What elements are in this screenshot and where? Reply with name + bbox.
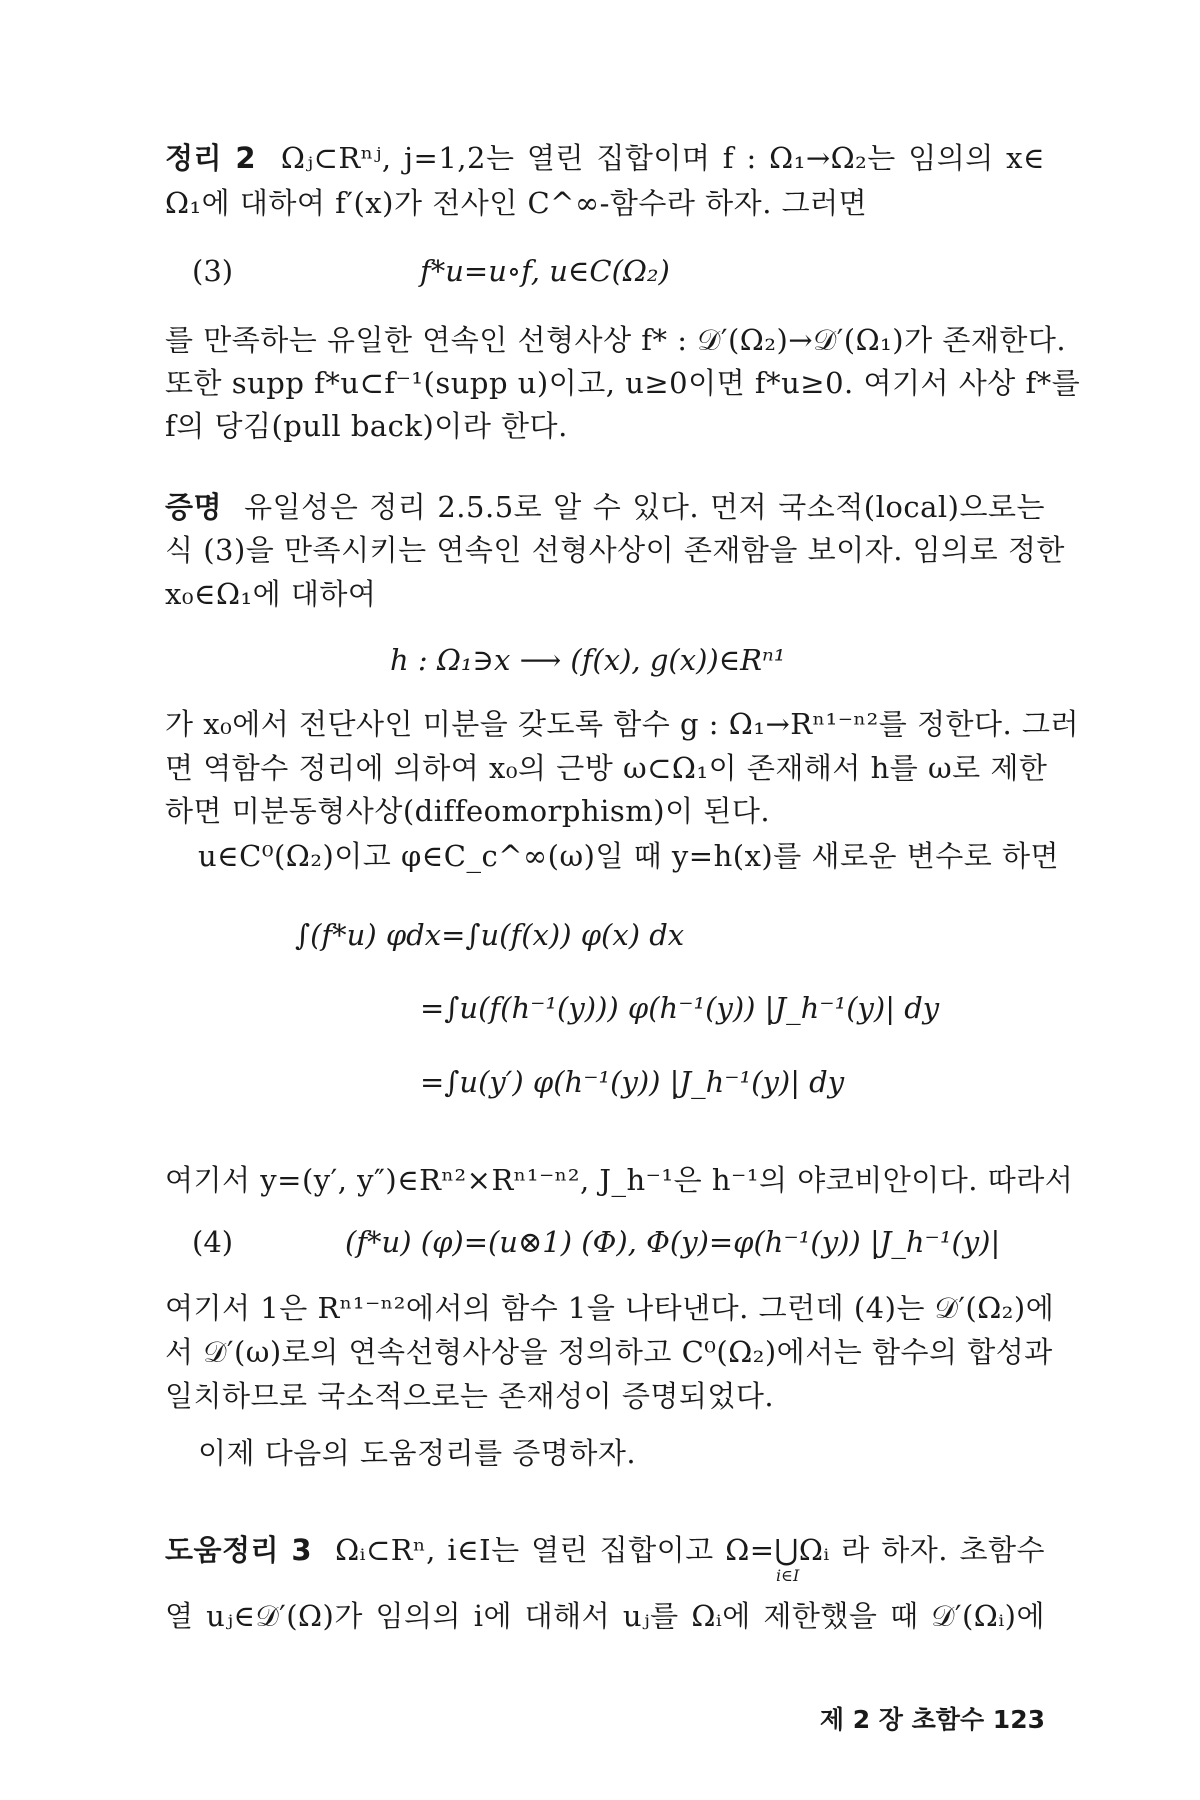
integral-line-3: =∫u(y′) φ(h⁻¹(y)) |J_h⁻¹(y)| dy: [420, 1065, 845, 1099]
proof-label: 증명: [165, 490, 223, 524]
proof-line-4: 가 x₀에서 전단사인 미분을 갖도록 함수 g : Ω₁→Rⁿ¹⁻ⁿ²를 정한다. 그러: [165, 707, 1079, 741]
proof-line-8: 여기서 y=(y′, y″)∈Rⁿ²×Rⁿ¹⁻ⁿ², J_h⁻¹은 h⁻¹의 야코비안이다. 따라서: [165, 1163, 1074, 1197]
lemma3-label: 도움정리 3: [165, 1533, 313, 1567]
theorem2-label: 정리 2: [165, 141, 257, 175]
equation-h: h : Ω₁∋x ⟶ (f(x), g(x))∈Rⁿ¹: [390, 643, 786, 677]
equation-4-number: (4): [192, 1225, 234, 1259]
integral-line-1: ∫(f*u) φdx=∫u(f(x)) φ(x) dx: [295, 918, 685, 952]
proof-line-6: 하면 미분동형사상(diffeomorphism)이 된다.: [165, 794, 771, 828]
proof-line-11: 일치하므로 국소적으로는 존재성이 증명되었다.: [165, 1379, 775, 1413]
lemma3-line-2: 열 uⱼ∈𝒟′(Ω)가 임의의 i에 대해서 uⱼ를 Ωᵢ에 제한했을 때 𝒟′(Ωᵢ)에: [165, 1599, 1045, 1633]
equation-3: f*u=u∘f, u∈C(Ω₂): [420, 254, 670, 288]
equation-3-number: (3): [192, 254, 234, 288]
page-footer: 제 2 장 초함수 123: [819, 1705, 1045, 1734]
proof-line-7: u∈C⁰(Ω₂)이고 φ∈C_c^∞(ω)일 때 y=h(x)를 새로운 변수로 하면: [198, 839, 1060, 873]
equation-4: (f*u) (φ)=(u⊗1) (Φ), Φ(y)=φ(h⁻¹(y)) |J_h⁻¹(y)|: [345, 1225, 1001, 1259]
theorem2-line-2: Ω₁에 대하여 f′(x)가 전사인 C^∞-함수라 하자. 그러면: [165, 186, 868, 220]
proof-line-3: x₀∈Ω₁에 대하여: [165, 577, 377, 611]
proof-line-5: 면 역함수 정리에 의하여 x₀의 근방 ω⊂Ω₁이 존재해서 h를 ω로 제한: [165, 751, 1048, 785]
proof-line-9: 여기서 1은 Rⁿ¹⁻ⁿ²에서의 함수 1을 나타낸다. 그런데 (4)는 𝒟′(Ω₂)에: [165, 1291, 1055, 1325]
proof-line-1: 증명 유일성은 정리 2.5.5로 알 수 있다. 먼저 국소적(local)으로는: [165, 490, 1045, 524]
union-subscript: i∈I: [776, 1566, 800, 1585]
theorem2-line-4: 또한 supp f*u⊂f⁻¹(supp u)이고, u≥0이면 f*u≥0. 여기서 사상 f*를: [165, 366, 1081, 400]
theorem2-line-3: 를 만족하는 유일한 연속인 선형사상 f* : 𝒟′(Ω₂)→𝒟′(Ω₁)가 존재한다.: [165, 323, 1067, 357]
proof-line-10: 서 𝒟′(ω)로의 연속선형사상을 정의하고 C⁰(Ω₂)에서는 함수의 합성과: [165, 1335, 1053, 1369]
proof-line-2: 식 (3)을 만족시키는 연속인 선형사상이 존재함을 보이자. 임의로 정한: [165, 533, 1065, 567]
integral-line-2: =∫u(f(h⁻¹(y))) φ(h⁻¹(y)) |J_h⁻¹(y)| dy: [420, 991, 940, 1025]
proof-line-12: 이제 다음의 도움정리를 증명하자.: [198, 1436, 637, 1470]
theorem2-line-5: f의 당김(pull back)이라 한다.: [165, 409, 568, 443]
lemma3-line-1: 도움정리 3 Ωᵢ⊂Rⁿ, i∈I는 열린 집합이고 Ω=⋃Ωᵢ 라 하자. 초함수: [165, 1533, 1045, 1567]
theorem2-line-1: 정리 2 Ωⱼ⊂Rⁿʲ, j=1,2는 열린 집합이며 f : Ω₁→Ω₂는 임의의 x∈: [165, 141, 1045, 175]
